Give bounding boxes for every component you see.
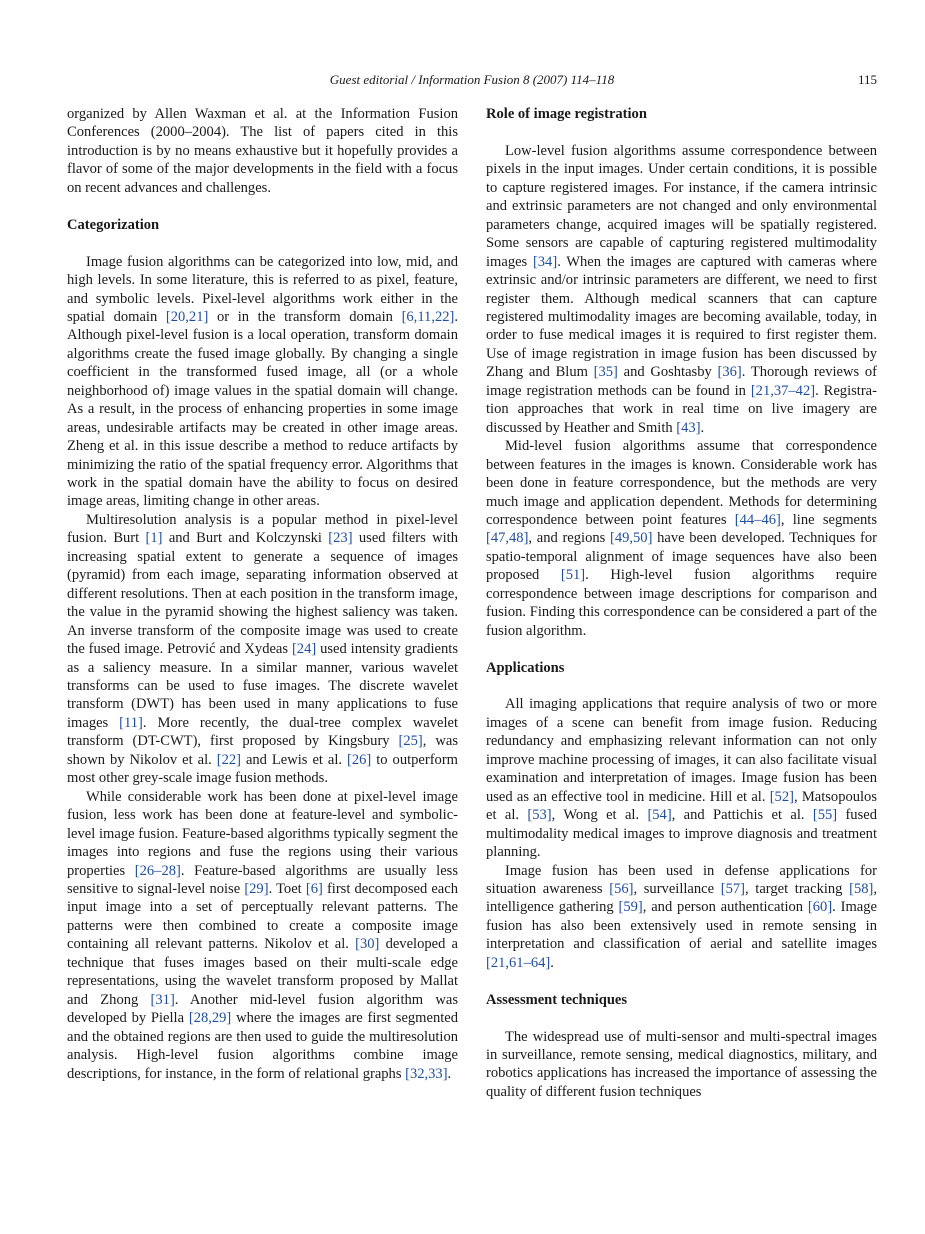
left-column — [67, 105, 458, 1083]
citation-link[interactable]: [26] — [347, 751, 372, 768]
citation-link[interactable]: [43] — [676, 419, 701, 436]
citation-link[interactable]: [26–28] — [134, 862, 181, 879]
citation-link[interactable]: [60] — [807, 899, 833, 916]
citation-link[interactable]: [34] — [532, 253, 558, 270]
applications-paragraph-2: Image fusion has been used in defense applications for situation awareness [56], surveillance [57], target tracking [58], intelligence gathering [59], and person authentication [60]. Image fusion has also been extensively used in remote sensing in interpretation and classification of aerial and satellite images [21,61–64]. — [486, 862, 878, 971]
registration-paragraph-2: Mid-level fusion algorithms assume that correspondence between features in the images is known. Considerable work has been done in feature correspondence, but the methods are very much image and application dependent. Methods for determining correspondence between point features [44–46], line segments [47,48], and regions [49,50] have been developed. Techniques for spatio-temporal alignment of image sequences have also been proposed [51]. High-level fusion algorithms require correspondence between image descriptions for comparison and fusion. Finding this correspondence can be considered a part of the fusion algorithm. — [486, 438, 877, 639]
right-column — [486, 105, 877, 1101]
categorization-paragraph-3: While considerable work has been done at pixel-level image fusion, less work has been done at feature-level and symbolic-level image fusion. Feature-based algorithms typically segment the images into regions and fuse the regions using their various properties [26–28]. Feature-based algorithms are usually less sensitive to signal-level noise [29]. Toet [6] first decomposed each input image into a set of perceptually relevant patterns. The patterns were then combined to create a composite image containing all relevant patterns. Nikolov et al. [30] developed a technique that fuses images based on their multi-scale edge representations, using the wavelet transform proposed by Mallat and Zhong [31]. Another mid-level fusion algorithm was developed by Piella [28,29] where the images are first segmented and the obtained regions are then used to guide the multiresolution analysis. High-level fusion algorithms combine image descriptions, for instance, in the form of relational graphs [32,33]. — [67, 788, 458, 1082]
citation-link[interactable]: [1] — [145, 530, 163, 547]
citation-link[interactable]: [6,11,22] — [401, 308, 455, 325]
citation-link[interactable]: [35] — [593, 364, 618, 381]
section-heading-assessment: Assessment techniques — [486, 991, 628, 1008]
applications-paragraph-1: All imaging applications that require analysis of two or more images of a scene can benefit from image fusion. Reducing redundancy and emphasizing relevant information can not only improve machine processing of images, it can also facilitate visual examination and interpretation of images. Image fusion has been used as an effective tool in medicine. Hill et al. [52], Matsopoulos et al. [53], Wong et al. [54], and Pattichis et al. [55] fused multimodality medical images to improve diagnosis and treatment planning. — [486, 696, 877, 861]
section-heading-registration: Role of image registration — [486, 106, 647, 122]
citation-link[interactable]: [52] — [769, 788, 794, 805]
citation-link[interactable]: [47,48] — [486, 530, 529, 547]
citation-link[interactable]: [44–46] — [734, 511, 781, 528]
citation-link[interactable]: [54] — [647, 807, 672, 824]
categorization-paragraph-2: Multiresolution analysis is a popular method in pixel-level fusion. Burt [1] and Burt and Kolczynski [23] used filters with increasing spatial extent to generate a sequence of images (pyramid) from each image, separating information observed at different resolutions. Then at each position in the transform image, the value in the pyramid showing the highest saliency was taken. An inverse transform of the composite image was used to create the fused image. Petrović and Xydeas [24] used intensity gradients as a saliency measure. In a similar manner, various wavelet transforms can be used to fuse images. The discrete wavelet transform (DWT) has been used in many applications to fuse images [11]. More recently, the dual-tree complex wavelet transform (DT-CWT), first proposed by Kingsbury [25], was shown by Nikolov et al. [22] and Lewis et al. [26] to outperform most other grey-scale image fusion methods. — [67, 511, 459, 787]
citation-link[interactable]: [55] — [812, 807, 838, 824]
citation-link[interactable]: [28,29] — [188, 1010, 232, 1027]
section-heading-applications: Applications — [486, 659, 565, 676]
citation-link[interactable]: [23] — [328, 530, 353, 547]
citation-link[interactable]: [32,33] — [405, 1065, 448, 1082]
page-number: 115 — [857, 72, 877, 87]
citation-link[interactable]: [57] — [720, 880, 745, 897]
citation-link[interactable]: [30] — [355, 936, 380, 953]
citation-link[interactable]: [59] — [618, 899, 643, 916]
citation-link[interactable]: [24] — [291, 641, 317, 658]
categorization-paragraph-1: Image fusion algorithms can be categorized into low, mid, and high levels. In some literature, this is referred to as pixel, feature, and symbolic levels. Pixel-level algorithms work either in the spatial domain [20,21] or in the transform domain [6,11,22]. Although pixel-level fusion is a local operation, transform domain algorithms create the fused image globally. By changing a single coefficient in the transformed fused image, all (or a whole neighborhood of) image values in the spatial domain will change. As a result, in the process of enhancing properties in some image areas, undesirable artifacts may be created in other image areas. Zheng et al. in this issue describe a method to reduce artifacts by minimizing the ratio of the spatial frequency error. Algorithms that work in the spatial domain have the ability to focus on desired image areas, limiting change in other areas. — [67, 253, 458, 510]
citation-link[interactable]: [29] — [244, 881, 269, 897]
citation-link[interactable]: [53] — [527, 807, 552, 824]
running-head: Guest editorial / Information Fusion 8 (2007) 114–118 — [329, 72, 615, 87]
citation-link[interactable]: [11] — [119, 714, 143, 731]
citation-link[interactable]: [51] — [560, 567, 586, 584]
citation-link[interactable]: [36] — [717, 364, 742, 381]
citation-link[interactable]: [49,50] — [610, 530, 653, 547]
registration-paragraph-1: Low-level fusion algorithms assume correspondence between pixels in the input images. Under certain conditions, it is possible to capture registered images. For instance, if the camera intrinsic and extrinsic parameters are not changed and only environmental parameters change, acquired images will be spatially registered. Some sensors are capable of capturing registered multimodality images [34]. When the images are captured with cameras where extrinsic and/or intrinsic parameters are different, we need to first register them. Although medical scanners that can capture registered multimodality images are becoming available, today, in order to fuse medical images it is required to first register them. Use of image registration in image fusion has been discussed by Zhang and Blum [35] and Goshtasby [36]. Thorough reviews of image registration methods can be found in [21,37–42]. Registration approaches that work in real time on live imagery are discussed by Heather and Smith [43]. — [486, 142, 877, 436]
citation-link[interactable]: [21,61–64] — [486, 954, 551, 971]
assessment-paragraph-1: The widespread use of multi-sensor and multi-spectral images in surveillance, remote sensing, medical diagnostics, military, and robotics applications has increased the importance of assessing the quality of different fusion techniques — [486, 1028, 877, 1100]
citation-link[interactable]: [31] — [150, 991, 175, 1008]
citation-link[interactable]: [56] — [609, 880, 634, 897]
intro-paragraph: organized by Allen Waxman et al. at the Information Fusion Conferences (2000–2004). The list of papers cited in this introduction is by no means exhaustive but it hopefully provides a flavor of some of the major developments in the field with a focus on recent advances and challenges. — [67, 106, 458, 196]
citation-link[interactable]: [20,21] — [165, 308, 209, 325]
page-header — [67, 72, 877, 94]
citation-link[interactable]: [21,37–42] — [750, 382, 816, 399]
citation-link[interactable]: [58] — [849, 880, 874, 897]
citation-link[interactable]: [25] — [398, 733, 423, 750]
section-heading-categorization: Categorization — [67, 216, 160, 233]
citation-link[interactable]: [6] — [305, 881, 323, 897]
citation-link[interactable]: [22] — [216, 751, 241, 768]
